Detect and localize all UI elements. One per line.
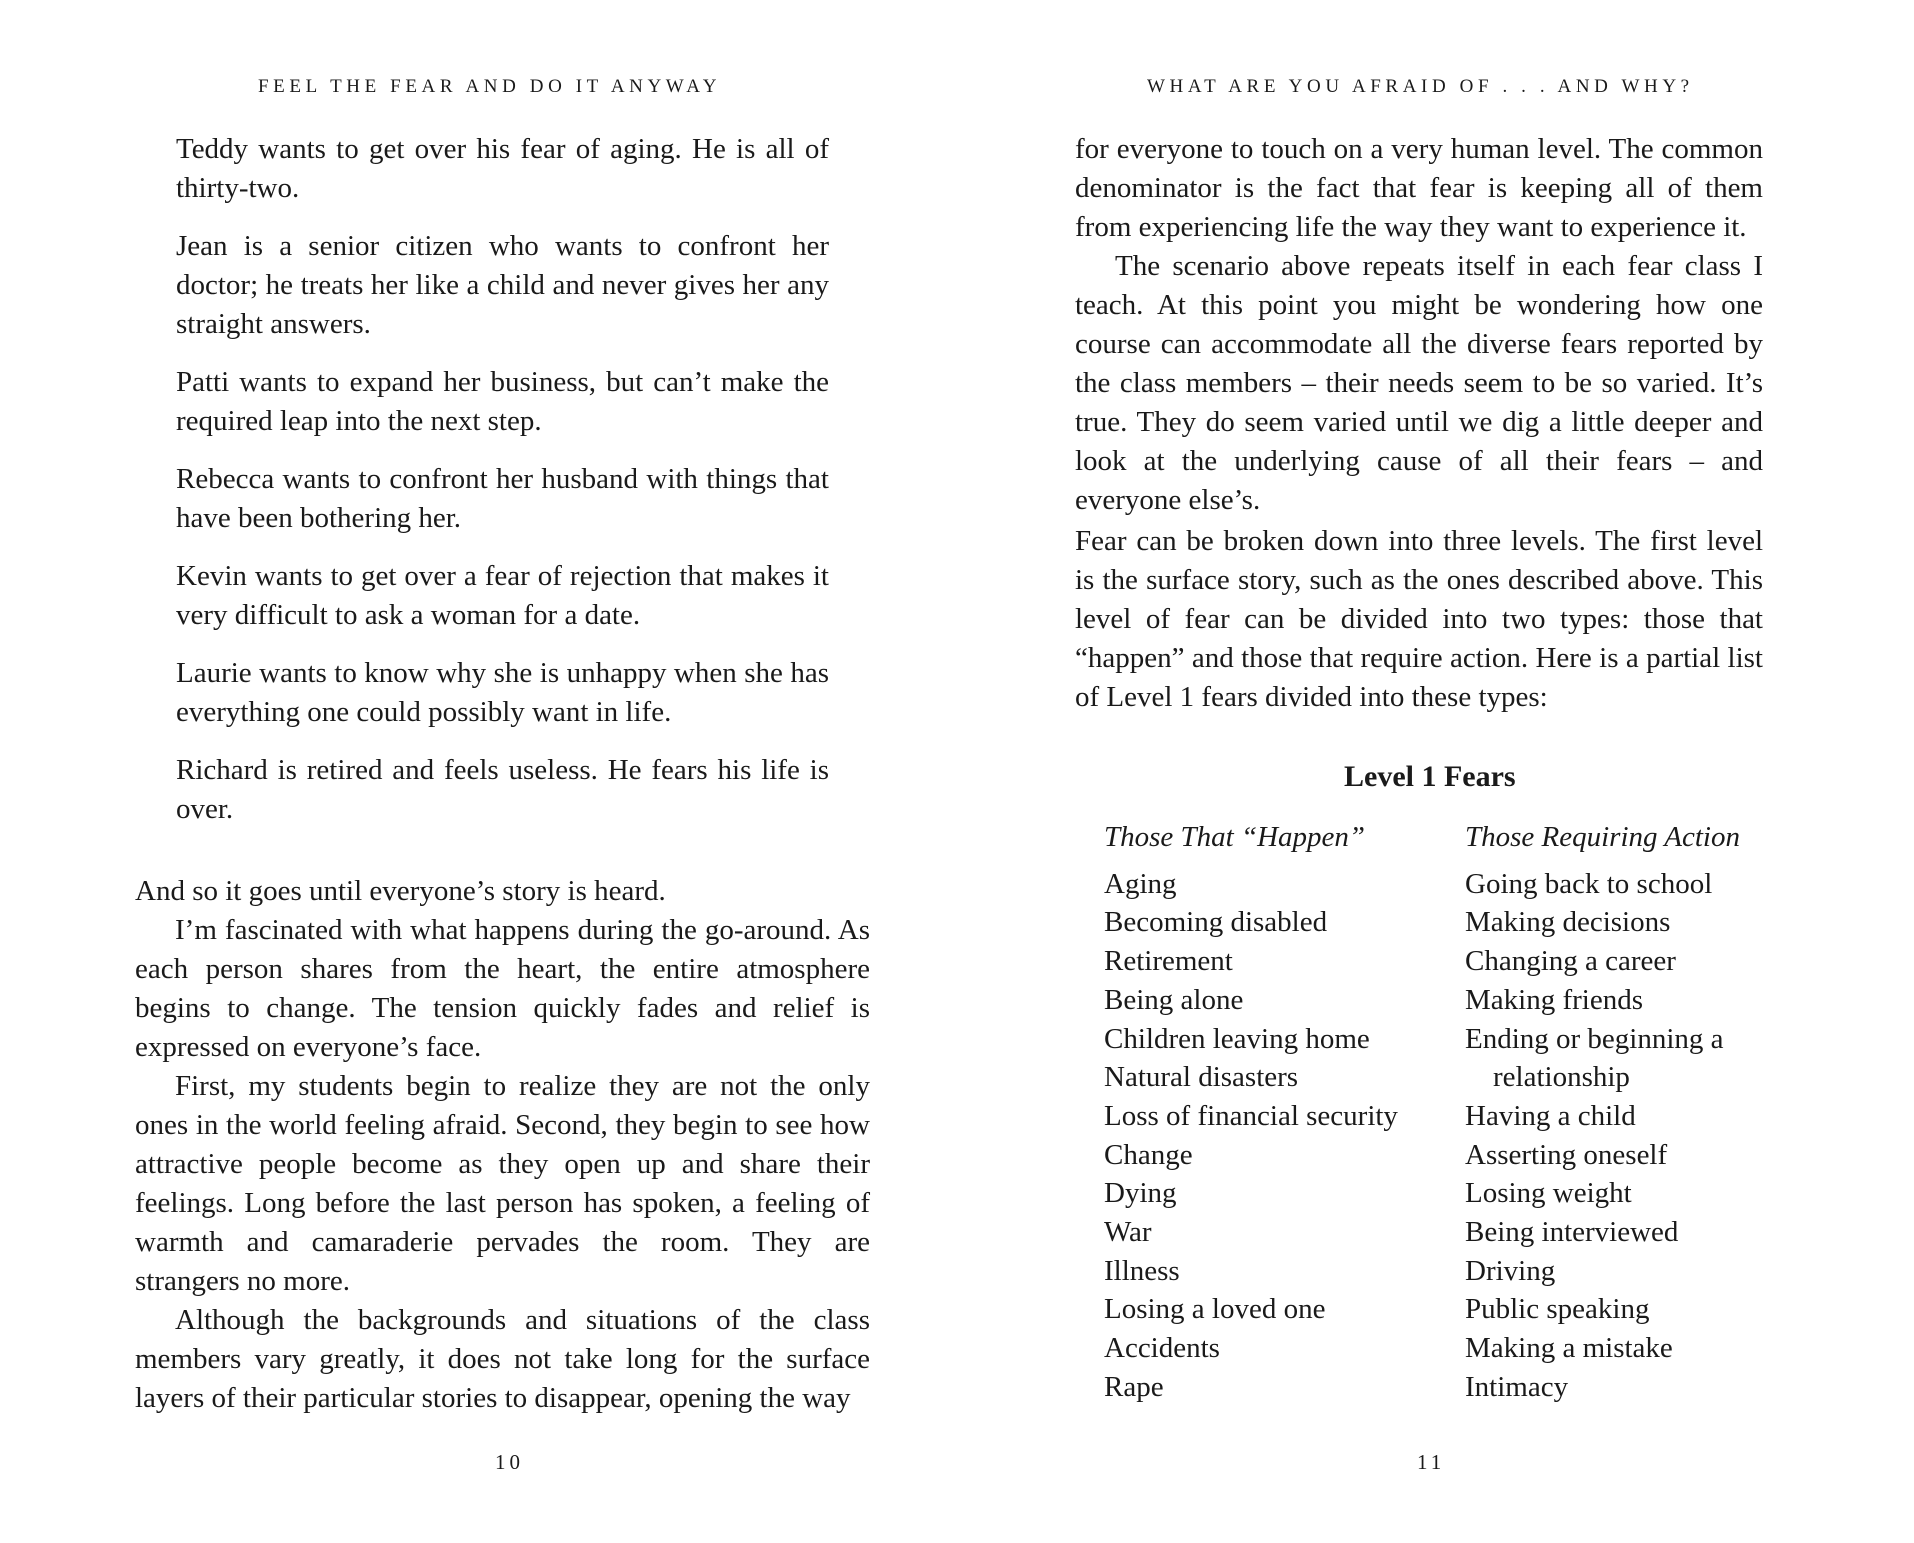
fear-item: [1465, 1213, 1795, 1252]
paragraph: I’m fascinated with what happens during the go-around. As each person shares from the heart, the entire atmosphere begins to change. The tension quickly fades and relief is expressed on everyone’s face.: [135, 914, 870, 1063]
table-title: Level 1 Fears: [1344, 760, 1516, 793]
vignette-teddy: Teddy wants to get over his fear of aging. He is all of thirty-two.: [176, 133, 829, 204]
right-page: [957, 0, 1914, 1543]
column-heading-action: Those Requiring Action: [1465, 821, 1740, 853]
running-head-right: WHAT ARE YOU AFRAID OF . . . AND WHY?: [1147, 76, 1694, 97]
fear-item-text: Having a child: [1465, 1099, 1636, 1132]
fear-item-text: Changing a career: [1465, 945, 1676, 978]
page-number-left: 10: [495, 1450, 524, 1474]
fear-item: [1465, 1290, 1795, 1329]
fear-item: Losing a loved one: [1104, 1293, 1326, 1326]
fear-item: Rape: [1104, 1370, 1164, 1403]
fear-item: War: [1104, 1216, 1152, 1249]
fear-item-text: Being interviewed: [1465, 1216, 1679, 1249]
fear-item: [1465, 942, 1795, 981]
vignette-jean: Jean is a senior citizen who wants to confront her doctor; he treats her like a child and never gives her any straight answers.: [176, 230, 829, 340]
paragraph: And so it goes until everyone’s story is heard.: [135, 875, 666, 907]
paragraph: Fear can be broken down into three levels. The first level is the surface story, such as the ones described above. This level of fear can be divided into two types: those that “happen” and those that require action. Here is a partial list of Level 1 fears divided into these types:: [1075, 525, 1763, 713]
right-body-text: [1075, 130, 1763, 520]
page-number-right: 11: [1417, 1450, 1446, 1474]
left-body-text: [135, 872, 870, 1418]
fear-item: Accidents: [1104, 1332, 1220, 1365]
fear-item: [1465, 1329, 1795, 1368]
fear-item: Illness: [1104, 1254, 1180, 1287]
fear-item: [1465, 1368, 1795, 1407]
fear-item: [1465, 865, 1795, 904]
fear-item: Aging: [1104, 867, 1177, 900]
fear-item: Retirement: [1104, 945, 1233, 978]
paragraph: for everyone to touch on a very human level. The common denominator is the fact that fear is keeping all of them from experiencing life the way they want to experience it.: [1075, 133, 1763, 243]
fear-item-text: Ending or beginning a: [1465, 1022, 1724, 1055]
fear-item: Children leaving home: [1104, 1022, 1370, 1055]
fear-item: [1465, 1136, 1795, 1175]
paragraph: Although the backgrounds and situations of the class members vary greatly, it does not take long for the surface layers of their particular stories to disappear, opening the way: [135, 1304, 870, 1414]
vignette-patti: Patti wants to expand her business, but can’t make the required leap into the next step.: [176, 366, 829, 437]
fears-that-happen-column: [1104, 818, 1434, 1407]
vignette-rebecca: Rebecca wants to confront her husband with things that have been bothering her.: [176, 463, 829, 534]
fear-item: [1465, 981, 1795, 1020]
column-heading-happen: Those That “Happen”: [1104, 821, 1366, 853]
fear-item-text: Losing weight: [1465, 1177, 1632, 1210]
vignette-laurie: Laurie wants to know why she is unhappy when she has everything one could possibly want in life.: [176, 657, 829, 728]
running-head-left: FEEL THE FEAR AND DO IT ANYWAY: [258, 76, 722, 97]
fear-item: [1465, 1252, 1795, 1291]
vignette-kevin: Kevin wants to get over a fear of rejection that makes it very difficult to ask a woman for a date.: [176, 560, 829, 631]
fear-item-text: Making friends: [1465, 983, 1643, 1016]
fear-item-text: Making decisions: [1465, 906, 1671, 939]
fear-item: Loss of financial security: [1104, 1099, 1398, 1132]
fears-requiring-action-list: [1465, 865, 1795, 1407]
fear-item: [1465, 1174, 1795, 1213]
fear-item: Being alone: [1104, 983, 1244, 1016]
fear-item-text: Asserting oneself: [1465, 1138, 1668, 1171]
fear-item: [1465, 903, 1795, 942]
fear-item: Change: [1104, 1138, 1193, 1171]
fear-item: [1465, 1020, 1795, 1097]
fear-item: [1465, 1097, 1795, 1136]
levels-intro: [1075, 522, 1763, 717]
fear-item: Becoming disabled: [1104, 906, 1328, 939]
fear-item-text: Making a mistake: [1465, 1332, 1673, 1365]
paragraph: The scenario above repeats itself in each fear class I teach. At this point you might be wondering how one course can accommodate all the diverse fears reported by the class members – their needs seem to be so varied. It’s true. They do seem varied until we dig a little deeper and look at the underlying cause of all their fears – and everyone else’s.: [1075, 250, 1763, 516]
fear-item-text: Intimacy: [1465, 1370, 1569, 1403]
fears-that-happen-list: [1104, 865, 1434, 1407]
fears-requiring-action-column: [1465, 818, 1795, 1407]
fear-item-text: Driving: [1465, 1254, 1556, 1287]
student-vignettes: [176, 130, 829, 848]
vignette-richard: Richard is retired and feels useless. He fears his life is over.: [176, 754, 829, 825]
paragraph: First, my students begin to realize they are not the only ones in the world feeling afraid. Second, they begin to see how attractive people become as they open up and share their feelings. Long before the last person has spoken, a feeling of warmth and camaraderie pervades the room. They are strangers no more.: [135, 1070, 870, 1297]
fear-item: Natural disasters: [1104, 1061, 1299, 1094]
fear-item-continuation: relationship: [1493, 1061, 1630, 1094]
fear-item-text: Going back to school: [1465, 867, 1713, 900]
fear-item: Dying: [1104, 1177, 1177, 1210]
fear-item-text: Public speaking: [1465, 1293, 1650, 1326]
